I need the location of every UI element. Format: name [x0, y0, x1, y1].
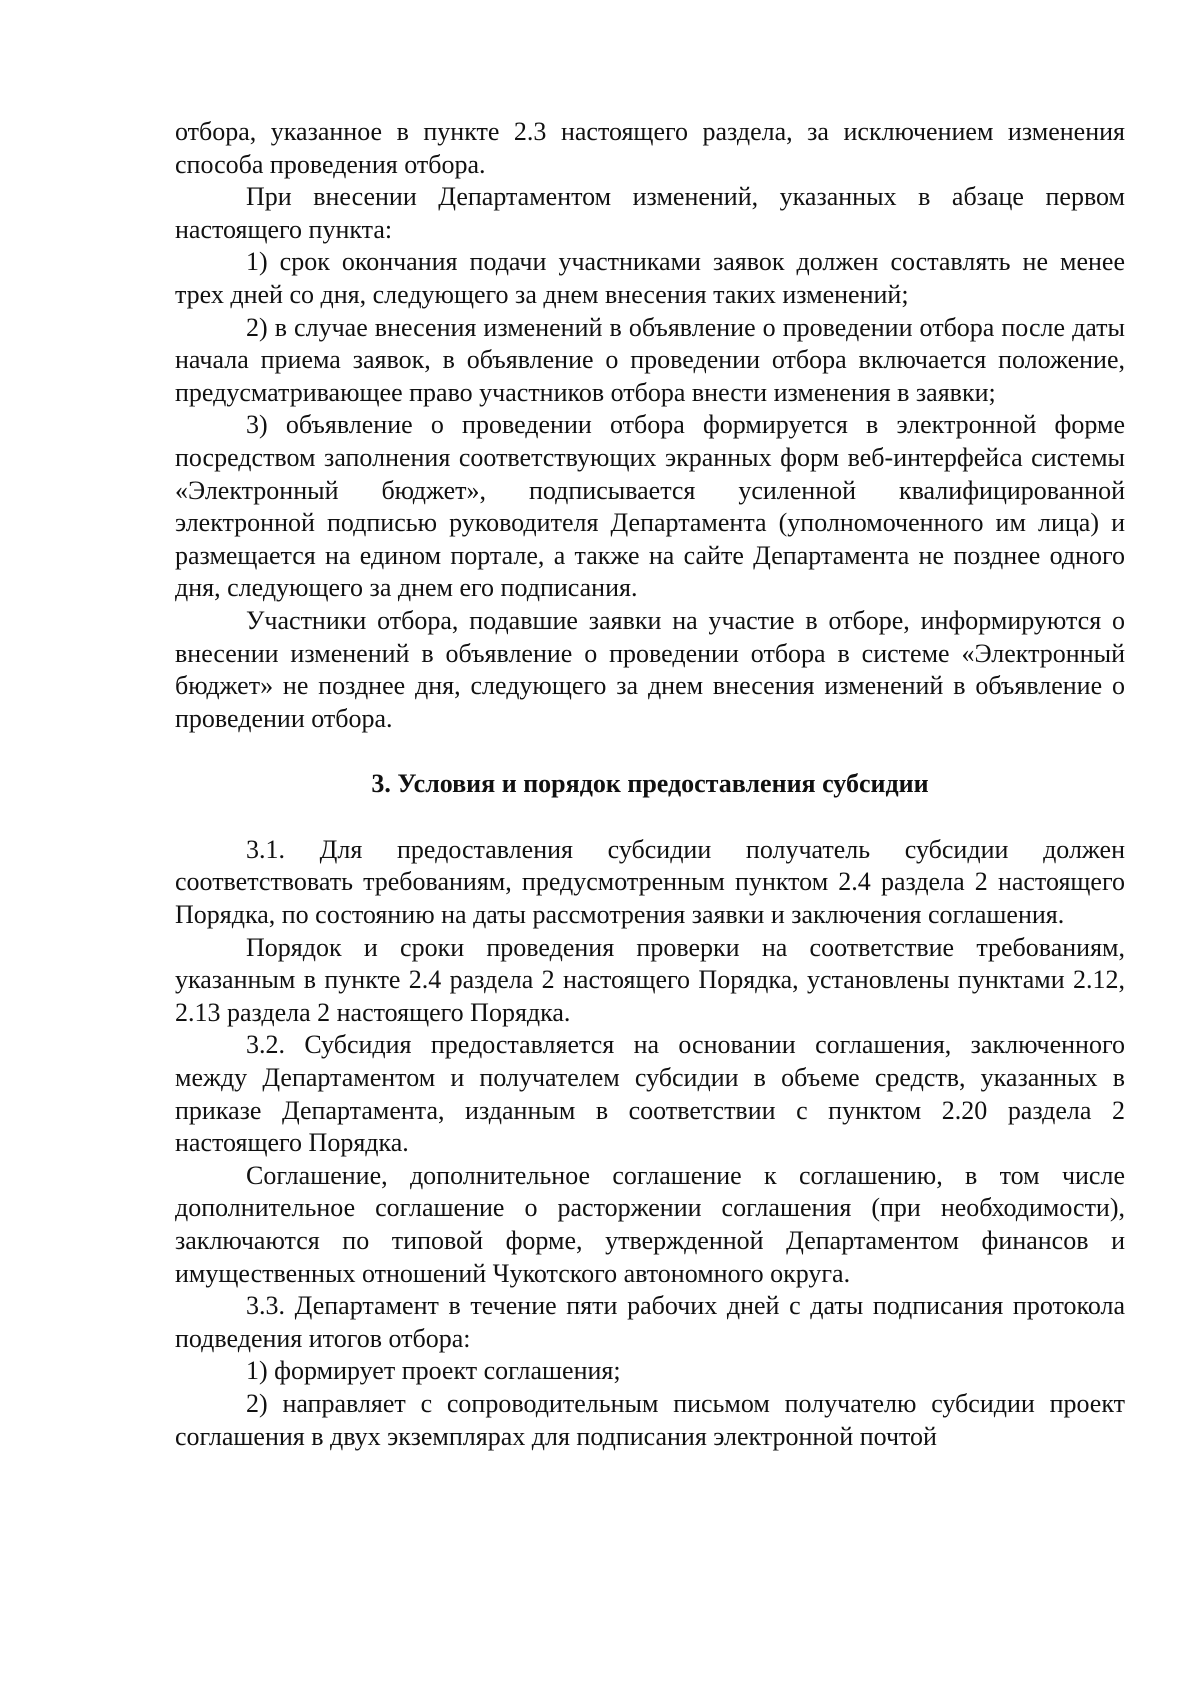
paragraph: При внесении Департаментом изменений, указанных в абзаце первом настоящего пункта: [175, 182, 1125, 244]
paragraph: отбора, указанное в пункте 2.3 настоящего раздела, за исключением изменения способа проведения отбора. [175, 117, 1125, 179]
paragraph: 3) объявление о проведении отбора формируется в электронной форме посредством заполнения соответствующих экранных форм веб-интерфейса системы «Электронный бюджет», подписывается усиленной квалифицированной электронной подписью руководителя Департамента (уполномоченного им лица) и размещается на едином портале, а также на сайте Департамента не позднее одного дня, следующего за днем его подписания. [175, 410, 1125, 603]
paragraph: 1) формирует проект соглашения; [246, 1356, 621, 1386]
paragraph: 3.1. Для предоставления субсидии получатель субсидии должен соответствовать требованиям, предусмотренным пунктом 2.4 раздела 2 настоящего Порядка, по состоянию на даты рассмотрения заявки и заключения соглашения. [175, 834, 1125, 930]
section-heading: 3. Условия и порядок предоставления субсидии [371, 769, 929, 799]
paragraph: Соглашение, дополнительное соглашение к соглашению, в том числе дополнительное соглашение о расторжении соглашения (при необходимости), заключаются по типовой форме, утвержденной Департаментом финансов и имущественных отношений Чукотского автономного округа. [175, 1160, 1125, 1288]
paragraph: 1) срок окончания подачи участниками заявок должен составлять не менее трех дней со дня, следующего за днем внесения таких изменений; [175, 247, 1125, 309]
paragraph: 3.3. Департамент в течение пяти рабочих дней с даты подписания протокола подведения итогов отбора: [175, 1291, 1125, 1353]
paragraph: Участники отбора, подавшие заявки на участие в отборе, информируются о внесении изменений в объявление о проведении отбора в системе «Электронный бюджет» не позднее дня, следующего за днем внесения изменений в объявление о проведении отбора. [175, 605, 1125, 733]
paragraph: Порядок и сроки проведения проверки на соответствие требованиям, указанным в пункте 2.4 раздела 2 настоящего Порядка, установлены пунктами 2.12, 2.13 раздела 2 настоящего Порядка. [175, 932, 1125, 1027]
document-body [175, 116, 1125, 1453]
paragraph: 2) в случае внесения изменений в объявление о проведении отбора после даты начала приема заявок, в объявление о проведении отбора включается положение, предусматривающее право участников отбора внести изменения в заявки; [175, 312, 1125, 407]
paragraph: 3.2. Субсидия предоставляется на основании соглашения, заключенного между Департаментом и получателем субсидии в объеме средств, указанных в приказе Департамента, изданным в соответствии с пунктом 2.20 раздела 2 настоящего Порядка. [175, 1030, 1125, 1158]
paragraph: 2) направляет с сопроводительным письмом получателю субсидии проект соглашения в двух экземплярах для подписания электронной почтой [175, 1388, 1125, 1451]
